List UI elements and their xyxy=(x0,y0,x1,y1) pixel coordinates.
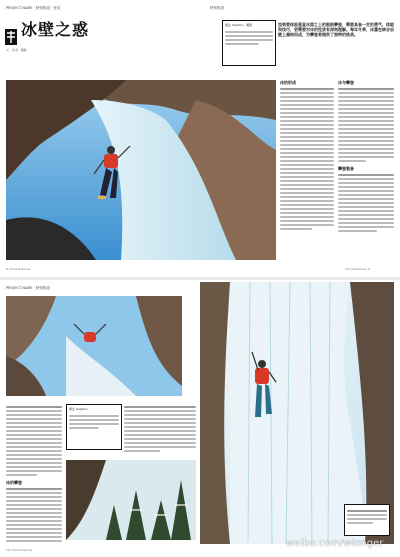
caption-box xyxy=(222,20,276,66)
photo-forest xyxy=(66,460,196,540)
byline: 文 · 作者 · 摄影 xyxy=(6,48,27,52)
main-photo xyxy=(6,80,276,260)
footer-left: 8 China Explorer xyxy=(6,267,31,271)
photo-looking-up xyxy=(6,296,182,396)
article-title: 冰壁之惑 xyxy=(21,20,90,39)
caption-box-2 xyxy=(66,404,122,450)
section-logo-icon xyxy=(5,29,17,45)
climber-from-below-photo xyxy=(6,296,182,396)
spread-top xyxy=(0,0,400,278)
ice-climber-photo xyxy=(6,80,276,260)
section-heading-4: 冰的攀登 xyxy=(6,480,22,485)
header-left-2: PROJECT NAME · 特别报道 xyxy=(6,286,50,290)
spread-bottom xyxy=(0,280,400,557)
caption-box-3 xyxy=(344,504,390,536)
section-heading-3: 攀登装备 xyxy=(338,166,354,171)
header-right: 特别报道 xyxy=(210,6,224,10)
text-column-4 xyxy=(124,404,196,460)
section-heading-2: 冰与攀登 xyxy=(338,80,354,85)
text-column-3 xyxy=(6,404,62,544)
text-column-1 xyxy=(280,80,334,260)
text-column-2 xyxy=(338,80,394,260)
snowy-trees-photo xyxy=(66,460,196,540)
climber-jacket xyxy=(84,332,96,342)
section-heading-1: 冰的形成 xyxy=(280,80,296,85)
footer-right: China Explorer 9 xyxy=(345,267,370,271)
watermark: weibo.com/wlonger xyxy=(286,538,384,549)
caption-label-2: 图注 Caption xyxy=(69,407,88,411)
caption-label: 图注 Caption · 摄影 xyxy=(225,23,253,27)
header-left: PROJECT NAME · 特别报道 · 登顶 xyxy=(6,6,61,10)
lede-paragraph: 如果要体验垂直冰面之上的极限攀登，需要具备一定的勇气、体能和技巧，更需要对冰的性质有深刻理解。每年冬季，冰瀑在峡谷岩壁上凝结而成，为攀登者提供了独特的挑战。 xyxy=(278,22,394,37)
footer-left-2: 10 China Explorer xyxy=(6,548,33,552)
